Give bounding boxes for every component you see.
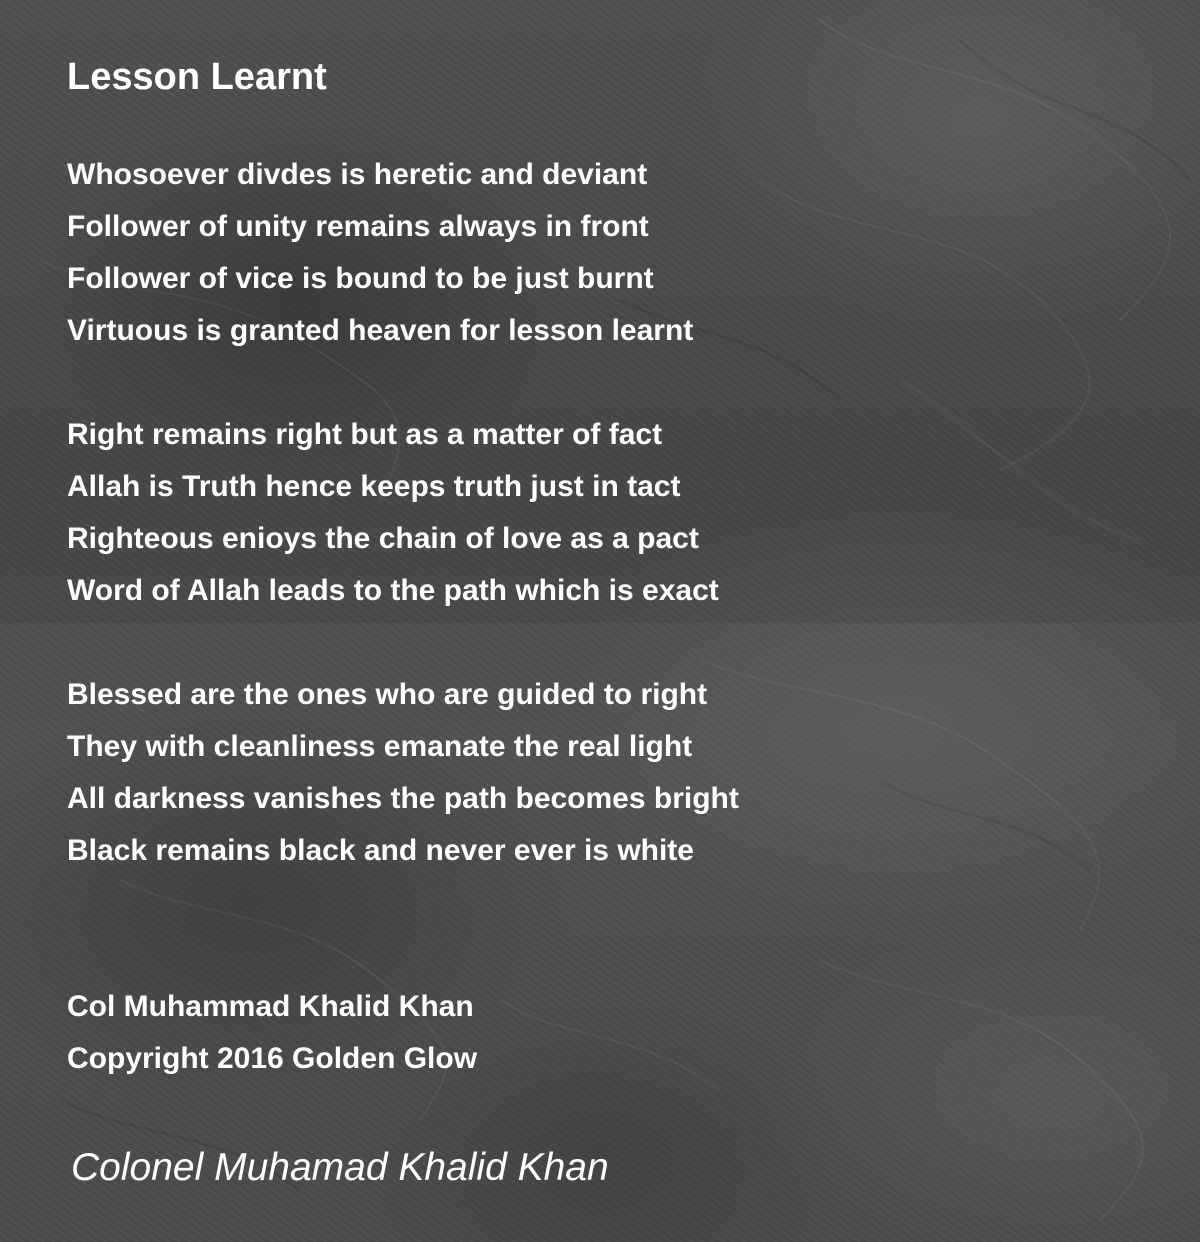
author-line: Col Muhammad Khalid Khan bbox=[67, 990, 474, 1023]
poem-line: Righteous enioys the chain of love as a pact bbox=[67, 522, 699, 555]
poem-title: Lesson Learnt bbox=[67, 56, 327, 98]
poem-line: Allah is Truth hence keeps truth just in tact bbox=[67, 470, 681, 503]
poem-line: Right remains right but as a matter of fact bbox=[67, 418, 663, 451]
poem-line: Word of Allah leads to the path which is exact bbox=[67, 574, 719, 607]
poem-line: They with cleanliness emanate the real light bbox=[67, 730, 693, 763]
poem-line: Virtuous is granted heaven for lesson learnt bbox=[67, 314, 694, 347]
poem-line: Whosoever divdes is heretic and deviant bbox=[67, 158, 648, 191]
copyright-line: Copyright 2016 Golden Glow bbox=[67, 1042, 478, 1075]
poem-line: Blessed are the ones who are guided to right bbox=[67, 678, 708, 711]
poem-line: Follower of unity remains always in front bbox=[67, 210, 649, 243]
poem-line: Follower of vice is bound to be just burnt bbox=[67, 262, 654, 295]
poem-line: Black remains black and never ever is white bbox=[67, 834, 694, 867]
poem-line: All darkness vanishes the path becomes bright bbox=[67, 782, 739, 815]
author-signature: Colonel Muhamad Khalid Khan bbox=[71, 1146, 609, 1189]
